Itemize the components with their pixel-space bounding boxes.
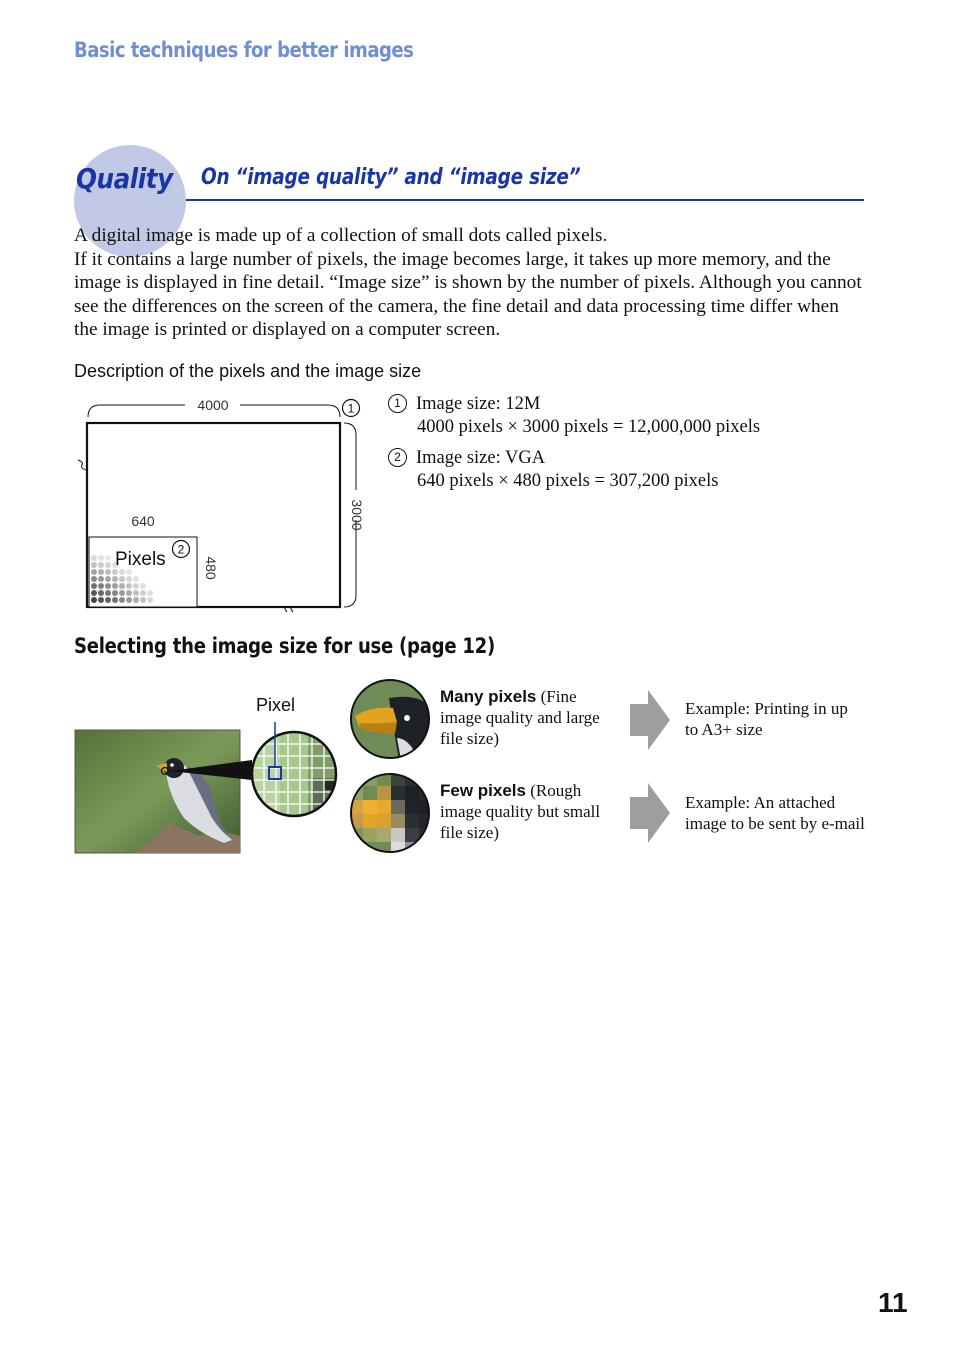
pixel-label: Pixel	[256, 695, 296, 715]
many-pixels-description	[440, 686, 615, 749]
spec-marker-2: 2	[388, 448, 407, 467]
pixels-label: Pixels	[115, 549, 166, 570]
selecting-heading: Selecting the image size for use (page 12)	[74, 634, 495, 658]
marker-1-number: 1	[347, 401, 355, 416]
few-pixels-rest: (Rough image quality but small file size)	[440, 781, 601, 842]
spec-vga	[388, 447, 718, 493]
spec-marker-1: 1	[388, 394, 407, 413]
diagram-caption: Description of the pixels and the image size	[74, 361, 422, 381]
example-email: Example: An attached image to be sent by e-mail	[685, 793, 865, 833]
example-printing: Example: Printing in up to A3+ size	[685, 699, 848, 739]
many-pixels-image	[349, 678, 431, 760]
body-paragraph-2: If it contains a large number of pixels, the image becomes large, it takes up more memory, and the image is displayed in fine detail. “Image size” is shown by the number of pixels. Although you cannot see the differences on the screen of the camera, the fine detail and data processing time differ when the image is printed or displayed on a computer screen.	[74, 248, 862, 340]
spec-vga-detail: 640 pixels × 480 pixels = 307,200 pixels	[417, 471, 719, 491]
few-pixels-description	[440, 780, 615, 843]
body-paragraph-1: A digital image is made up of a collection of small dots called pixels.	[74, 225, 608, 246]
many-pixels-bold: Many pixels	[440, 687, 537, 706]
few-pixels-bold: Few pixels	[440, 781, 526, 800]
marker-2-number: 2	[177, 542, 185, 557]
few-pixels-image	[349, 772, 431, 854]
section-title: On “image quality” and “image size”	[201, 165, 581, 190]
running-header: Basic techniques for better images	[74, 38, 414, 62]
page-number: 11	[878, 1287, 908, 1318]
quality-label: Quality	[76, 162, 173, 195]
large-width-label: 4000	[197, 397, 229, 413]
spec-12m-detail: 4000 pixels × 3000 pixels = 12,000,000 pixels	[417, 417, 761, 437]
spec-12m	[388, 393, 760, 439]
spec-12m-title: Image size: 12M	[416, 394, 541, 414]
arrow-right-icon	[630, 783, 672, 843]
spec-vga-title: Image size: VGA	[416, 448, 546, 468]
many-pixels-rest: (Fine image quality and large file size)	[440, 687, 600, 748]
small-width-label: 640	[131, 513, 155, 529]
pixel-size-diagram	[70, 390, 370, 625]
title-rule	[186, 199, 864, 201]
large-height-label: 3000	[349, 499, 365, 531]
body-text	[74, 224, 864, 342]
arrow-right-icon	[630, 690, 672, 750]
bird-photo-illustration	[74, 718, 344, 858]
small-height-label: 480	[203, 556, 219, 580]
